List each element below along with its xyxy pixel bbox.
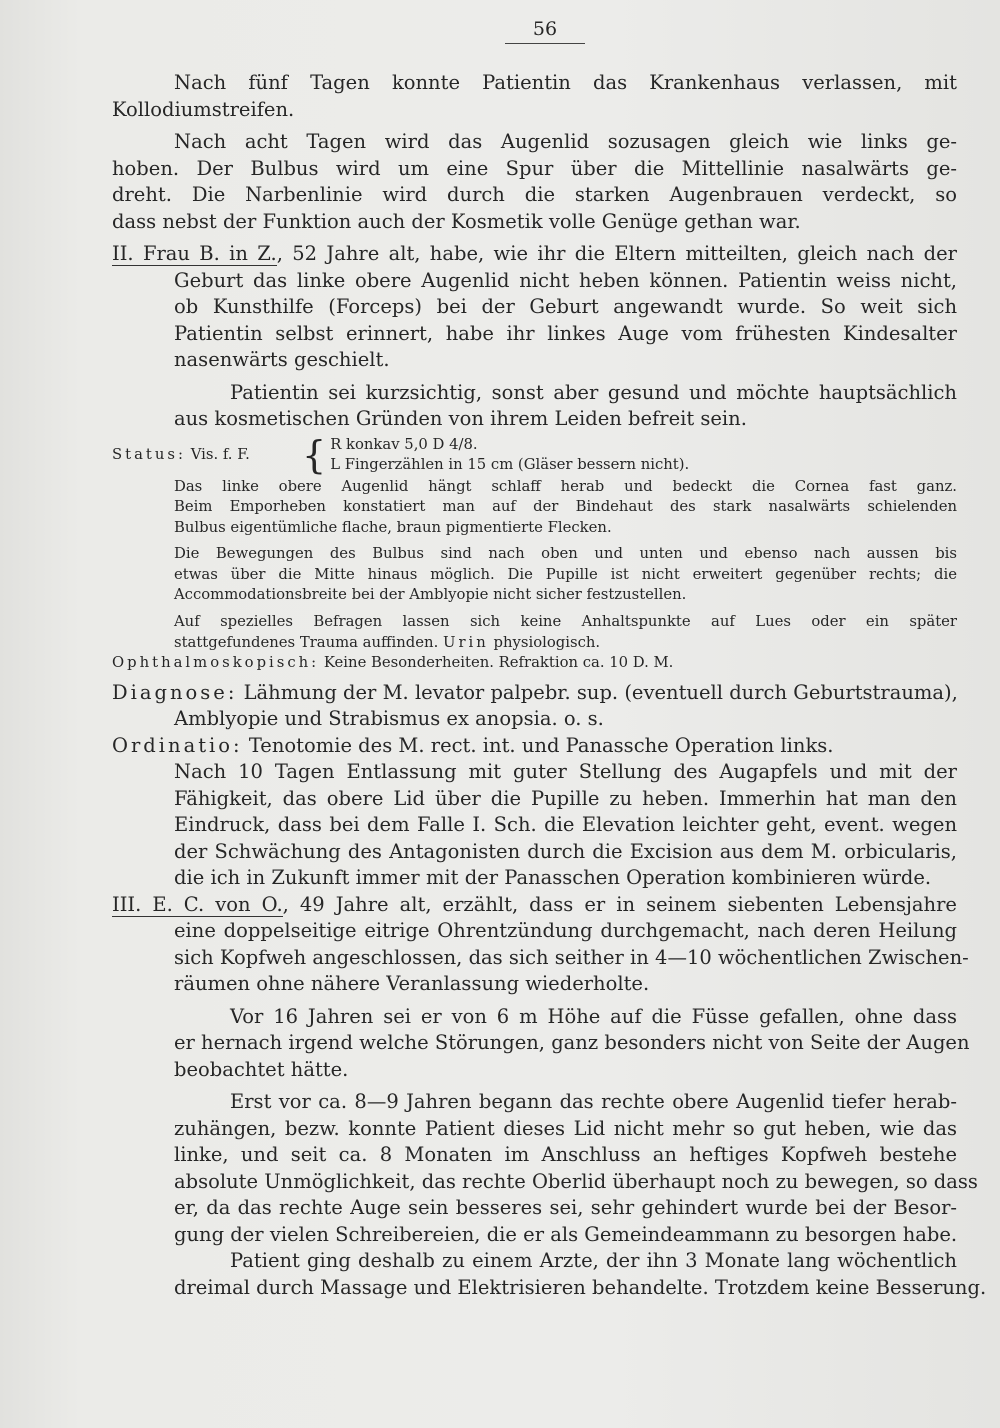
text-line: hoben. Der Bulbus wird um eine Spur über die Mittellinie nasalwärts ge- bbox=[112, 156, 957, 180]
page-number: 56 bbox=[505, 18, 585, 44]
text-line: ob Kunsthilfe (Forceps) bei der Geburt angewandt wurde. So weit sich bbox=[174, 295, 957, 318]
text-line bbox=[112, 892, 957, 919]
text-column bbox=[112, 70, 987, 1301]
ordination-label: Ordinatio: bbox=[112, 733, 243, 757]
text-line: Das linke obere Augenlid hängt schlaff herab und bedeckt die Cornea fast ganz. bbox=[174, 477, 957, 495]
urin-label: Urin bbox=[443, 633, 489, 651]
text-line: Kollodiumstreifen. bbox=[112, 97, 295, 121]
ophthalmoscopic-line: Ophthalmoskopisch: Keine Besonderheiten. Refraktion ca. 10 D. M. bbox=[112, 654, 674, 672]
text-line: Patientin selbst erinnert, habe ihr linkes Auge vom frühesten Kindesalter bbox=[174, 321, 957, 345]
status-right-eye: R konkav 5,0 D 4/8. bbox=[330, 435, 478, 453]
text-line: Accommodationsbreite bei der Amblyopie nicht sicher festzustellen. bbox=[174, 586, 687, 604]
case-3-history bbox=[112, 892, 969, 998]
text-line: beobachtet hätte. bbox=[174, 1057, 349, 1081]
findings-movement bbox=[112, 544, 957, 606]
text-line: Bulbus eigentümliche flache, braun pigmentierte Flecken. bbox=[174, 518, 612, 536]
text-line: zuhängen, bezw. konnte Patient dieses Lid nicht mehr so gut heben, wie das bbox=[174, 1116, 957, 1140]
text-line: räumen ohne nähere Veranlassung wiederholte. bbox=[174, 972, 650, 996]
text-line: er, da das rechte Auge sein besseres sei, sehr gehindert wurde bei der Besor- bbox=[174, 1196, 957, 1220]
status-vis: Vis. f. F. bbox=[190, 446, 250, 463]
text-line: Nach fünf Tagen konnte Patientin das Krankenhaus verlassen, mit bbox=[174, 71, 957, 94]
text-line: linke, und seit ca. 8 Monaten im Anschluss an heftiges Kopfweh bestehe bbox=[174, 1143, 957, 1167]
ordination: Ordinatio: Tenotomie des M. rect. int. und Panassche Operation links. bbox=[112, 733, 834, 757]
brace-icon: { bbox=[302, 432, 327, 477]
text-line: er hernach irgend welche Störungen, ganz besonders nicht von Seite der Augen bbox=[174, 1031, 970, 1055]
status-left-eye: L Fingerzählen in 15 cm (Gläser bessern nicht). bbox=[330, 455, 690, 473]
case-3-ptosis bbox=[112, 1089, 978, 1248]
text-line: Erst vor ca. 8—9 Jahren begann das rechte obere Augenlid tiefer herab- bbox=[230, 1090, 957, 1114]
findings-eyelid bbox=[112, 477, 957, 539]
text-line: Fähigkeit, das obere Lid über die Pupille zu heben. Immerhin hat man den bbox=[174, 786, 957, 810]
text-line: absolute Unmöglichkeit, das rechte Oberlid überhaupt noch zu bewegen, so dass bbox=[174, 1169, 978, 1193]
text-line: Nach acht Tagen wird das Augenlid sozusagen gleich wie links ge- bbox=[174, 130, 957, 153]
findings-anamnesis bbox=[112, 612, 957, 653]
text-line: nasenwärts geschielt. bbox=[174, 348, 390, 371]
case-2-history bbox=[112, 241, 957, 374]
text-line: dreimal durch Massage und Elektrisieren behandelte. Trotzdem keine Besserung. bbox=[174, 1275, 987, 1299]
ophth-label: Ophthalmoskopisch: bbox=[112, 654, 320, 672]
paragraph-eight-days bbox=[112, 129, 957, 235]
paragraph-discharge bbox=[112, 70, 957, 123]
text-line: Patient ging deshalb zu einem Arzte, der ihn 3 Monate lang wöchentlich bbox=[230, 1249, 957, 1273]
case-3-treatment bbox=[112, 1248, 987, 1301]
text-line: gung der vielen Schreibereien, die er als Gemeindeammann zu besorgen habe. bbox=[174, 1222, 958, 1246]
text-line bbox=[112, 241, 957, 268]
status-label: Status: bbox=[112, 446, 186, 463]
case-3-label: III. E. C. von O. bbox=[112, 892, 283, 916]
status-block bbox=[112, 433, 957, 477]
case-2-cosmetic bbox=[112, 380, 957, 433]
case-2-label: II. Frau B. in Z. bbox=[112, 242, 277, 265]
case-2-intro: , 52 Jahre alt, habe, wie ihr die Eltern mitteilten, gleich nach der bbox=[276, 242, 957, 265]
diagnosis bbox=[112, 680, 957, 733]
text-line: Beim Emporheben konstatiert man auf der Bindehaut des stark nasalwärts schielenden bbox=[174, 498, 957, 516]
case-3-fall bbox=[112, 1004, 970, 1084]
text-line: die ich in Zukunft immer mit der Panasschen Operation kombinieren würde. bbox=[174, 866, 932, 890]
case-3-intro: , 49 Jahre alt, erzählt, dass er in seinem siebenten Lebensjahre bbox=[282, 892, 957, 916]
text-line: Vor 16 Jahren sei er von 6 m Höhe auf die Füsse gefallen, ohne dass bbox=[230, 1004, 957, 1028]
text-line: Diagnose: Lähmung der M. levator palpebr. sup. (eventuell durch Geburtstrauma), bbox=[112, 680, 958, 704]
diagnosis-label: Diagnose: bbox=[112, 680, 238, 704]
text-line: eine doppelseitige eitrige Ohrentzündung durchgemacht, nach deren Heilung bbox=[174, 919, 957, 943]
text-line: Auf spezielles Befragen lassen sich keine Anhaltspunkte auf Lues oder ein später bbox=[174, 613, 957, 631]
text-line: etwas über die Mitte hinaus möglich. Die Pupille ist nicht erweitert gegenüber rechts; die bbox=[174, 565, 957, 583]
text-line: Nach 10 Tagen Entlassung mit guter Stellung des Augapfels und mit der bbox=[174, 760, 957, 784]
text-line: stattgefundenes Trauma auffinden. Urin physiologisch. bbox=[174, 633, 601, 651]
text-line: Amblyopie und Strabismus ex anopsia. o. s. bbox=[174, 707, 604, 731]
text-line: Eindruck, dass bei dem Falle I. Sch. die Elevation leichter geht, event. wegen bbox=[174, 813, 957, 837]
text-line: Patientin sei kurzsichtig, sonst aber gesund und möchte hauptsächlich bbox=[230, 380, 957, 404]
text-line: dass nebst der Funktion auch der Kosmetik volle Genüge gethan war. bbox=[112, 209, 801, 233]
text-line: der Schwächung des Antagonisten durch die Excision aus dem M. orbicularis, bbox=[174, 839, 957, 863]
text-line: sich Kopfweh angeschlossen, das sich seither in 4—10 wöchentlichen Zwischen- bbox=[174, 945, 969, 969]
text-line: dreht. Die Narbenlinie wird durch die starken Augenbrauen verdeckt, so bbox=[112, 183, 957, 206]
text-line: Geburt das linke obere Augenlid nicht heben können. Patientin weiss nicht, bbox=[174, 268, 957, 292]
text-line: Die Bewegungen des Bulbus sind nach oben und unten und ebenso nach aussen bis bbox=[174, 545, 957, 563]
text-line: aus kosmetischen Gründen von ihrem Leiden befreit sein. bbox=[174, 407, 747, 430]
case-2-outcome bbox=[112, 759, 957, 892]
